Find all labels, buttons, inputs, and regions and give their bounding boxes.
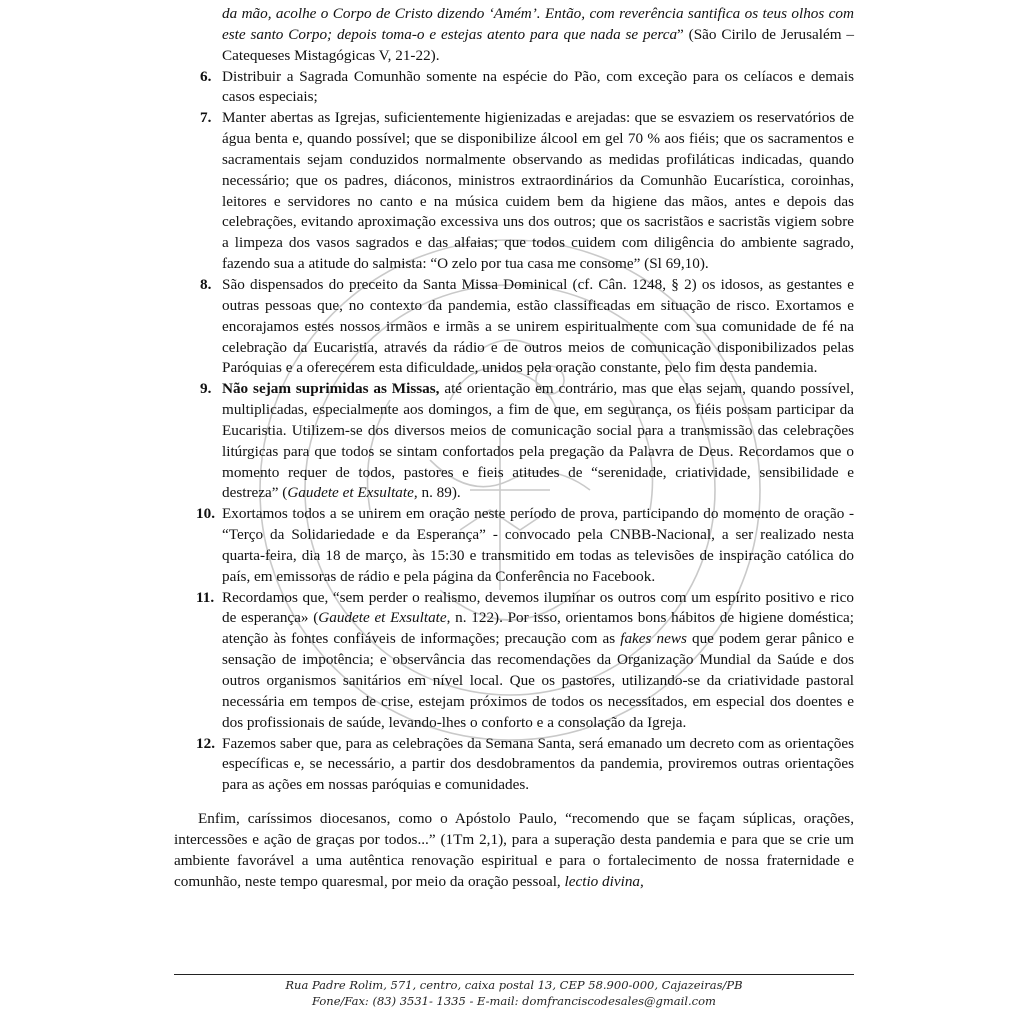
- item-number: 9.: [200, 380, 212, 398]
- list-item-6: [174, 67, 854, 109]
- page-footer: [174, 977, 854, 1009]
- item-text: até orientação em contrário, mas que elas sejam, quando possível, multiplicadas, especialmente aos domingos, a fim de que, em segurança, os fiéis possam participar da Eucaristia. Utilizem-se dos diversos meios de comunicação social para a transmissão das celebrações litúrgicas para que todos se sintam confortados pela pregação da Palavra de Deus. Recordamos que o momento requer de todos, pastores e fieis atitudes de “serenidade, criatividade, sensibilidade e destreza” (: [222, 380, 854, 502]
- quote-italic: da mão, acolhe o Corpo de Cristo dizendo ‘Amém’. Então, com reverência santifica os teus olhos com este santo Corpo; depois toma-o e estejas atento para que nada se perca: [222, 5, 854, 43]
- closing-italic: lectio divina: [564, 872, 641, 890]
- closing-text: Enfim, caríssimos diocesanos, como o Apóstolo Paulo, “recomendo que se façam súplicas, orações, intercessões e ação de graças por todos...” (1Tm 2,1), para a superação desta pandemia e para que se crie um ambiente favorável a uma autêntica renovação espiritual e para o fortalecimento de nossa fraternidade e comunhão, neste tempo quaresmal, por meio da oração pessoal,: [174, 810, 854, 890]
- list-item-11: [174, 588, 854, 734]
- item-italic: Gaudete et Exsultate: [287, 484, 414, 502]
- list-item-9: [174, 379, 854, 504]
- item-text: Manter abertas as Igrejas, suficientemente higienizadas e arejadas: que se esvaziem os reservatórios de água benta e, quando possível; que se disponibilize álcool em gel 70 % aos fiéis; que os sacramentos e sacramentais sejam conduzidos normalmente observando as medidas profiláticas indicadas, quando necessário; que os padres, diáconos, ministros extraordinários da Comunhão Eucarística, coroinhas, leitores e servidores no canto e na música cuidem bem da higiene das mãos, antes e depois das celebrações, evitando aproximação excessiva uns dos outros; que os sacristãos e sacristãs vigiem sobre a limpeza dos vasos sagrados e das alfaias; que todos cuidem com diligência do ambiente sagrado, fazendo sua a atitude do salmista: “O zelo por tua casa me consome” (Sl 69,10).: [222, 109, 854, 273]
- list-item-12: [174, 734, 854, 797]
- item-text-tail: que podem gerar pânico e sensação de impotência; e observância das recomendações da Organização Mundial da Saúde e dos outros organismos sanitários em nível local. Que os pastores, utilizando-se da criatividade pastoral necessária em tempos de crise, estejam próximos de todos os necessitados, em especial dos doentes e dos profissionais de saúde, levando-lhes o conforto e a consolação da Igreja.: [222, 630, 854, 731]
- item-italic: Gaudete et Exsultate: [318, 609, 447, 627]
- footer-contact: Fone/Fax: (83) 3531- 1335 - E-mail: domfranciscodesales@gmail.com: [312, 994, 716, 1008]
- closing-paragraph: [174, 809, 854, 892]
- quote-citation: ” (São Cirilo de Jerusalém – Catequeses Mistagógicas V, 21-22).: [222, 25, 854, 64]
- item-text-middle: , n. 122). Por isso, orientamos bons hábitos de higiene doméstica; atenção às fontes confiáveis de informações; precaução com as: [222, 609, 854, 648]
- item-text: Distribuir a Sagrada Comunhão somente na espécie do Pão, com exceção para os celíacos e demais casos especiais;: [222, 67, 854, 106]
- closing-tail: ,: [640, 872, 644, 890]
- footer-address: Rua Padre Rolim, 571, centro, caixa postal 13, CEP 58.900-000, Cajazeiras/PB: [285, 978, 743, 992]
- item-number: 11.: [196, 588, 215, 606]
- continuation-paragraph: [222, 4, 854, 67]
- list-item-8: [174, 275, 854, 379]
- item-number: 10.: [196, 505, 215, 523]
- document-body: [174, 4, 854, 892]
- list-item-10: [174, 504, 854, 587]
- item-text: São dispensados do preceito da Santa Missa Dominical (cf. Cân. 1248, § 2) os idosos, as gestantes e outras pessoas que, no contexto da pandemia, estão classificadas em situação de risco. Exortamos e encorajamos estes nossos irmãos e irmãs a se unirem espiritualmente com sua comunidade de fé na celebração da Eucaristia, através da rádio e de outros meios de comunicação disponibilizados pelas Paróquias e a oferecerem esta dificuldade, unidos pela oração constante, pelo fim desta pandemia.: [222, 275, 854, 377]
- item-number: 8.: [200, 275, 212, 293]
- item-text: Fazemos saber que, para as celebrações da Semana Santa, será emanado um decreto com as orientações específicas e, se necessário, a partir dos desdobramentos da pandemia, proviremos outras orientações para as ações em nossas paróquias e comunidades.: [222, 734, 854, 794]
- item-text-tail: , n. 89).: [413, 484, 461, 502]
- list-item-7: [174, 108, 854, 275]
- item-number: 7.: [200, 109, 212, 127]
- item-italic-fakes-news: fakes news: [620, 630, 687, 648]
- item-bold-lead: Não sejam suprimidas as Missas,: [222, 380, 440, 398]
- item-number: 12.: [196, 734, 215, 752]
- footer-divider: [174, 974, 854, 975]
- item-text: Recordamos que, “sem perder o realismo, devemos iluminar os outros com um espírito positivo e rico de esperança» (: [222, 588, 854, 627]
- item-number: 6.: [200, 67, 212, 85]
- item-text: Exortamos todos a se unirem em oração neste período de prova, participando do momento de oração - “Terço da Solidariedade e da Esperança” - convocado pela CNBB-Nacional, a ser realizado nesta quarta-feira, dia 18 de março, às 15:30 e transmitido em todas as televisões de inspiração católica do país, em emissoras de rádio e pela página da Conferência no Facebook.: [222, 505, 854, 585]
